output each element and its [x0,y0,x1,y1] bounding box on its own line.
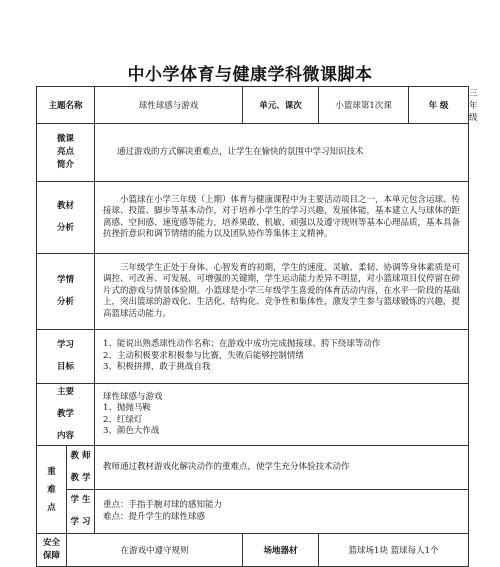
teacher-label: 教 师 教 学 [67,446,95,490]
teacher-row [37,446,469,490]
safety-text: 在游戏中遵守规则 [67,534,243,567]
student-list [95,490,469,534]
goals-list [95,330,469,384]
content-item: 2、红绿灯 [103,414,143,425]
goal-item: 1、能说出熟悉球性动作名称；在游戏中成功完成抛接球、胯下绕球等动作 [103,339,381,350]
student-item: 难点：提升学生的球性球感 [103,511,206,522]
brief-text: 通过游戏的方式解决重难点，让学生在愉快的氛围中学习知识技术 [95,124,469,182]
goals-label: 学习 目标 [37,330,95,384]
students-label: 学情 分析 [37,254,95,330]
unit-value: 小篮球第1次课 [319,87,409,124]
textbook-label: 教材 分析 [37,182,95,254]
student-item: 重点：手指手腕对球的感知能力 [103,500,223,510]
content-label: 主要 教学 内容 [37,384,95,446]
student-row [37,490,469,534]
unit-label: 单元、课次 [243,87,319,124]
content-row [37,384,469,446]
brief-label: 微课 亮点 简介 [37,124,95,182]
content-item: 3、颜色大作战 [103,426,160,436]
goal-item: 3、积极拼搏，敢于挑战自我 [103,362,211,373]
student-label: 学 生 学 习 [67,490,95,534]
safety-label: 安全 保障 [37,534,67,567]
students-text: 三年级学生正处于身体、心智发育的初期，学生的速度、灵敏、柔韧、协调等身体素质是可调控、可改善、可发展、可增强的关键期，学生运动能力差异不明显，对小篮球项目仪停留在碎片式的游戏与情景体验期。小篮球是小学三年级学生喜爱的体育活动内容，在水平一阶段的基础上，突出篮球的游戏化、生活化、结构化、竞争性和集体性，激发学生参与篮球锻炼的兴趣，提高篮球活动能力。 [95,254,469,330]
venue-text: 篮球场1块 篮球每人1个 [319,534,469,567]
brief-row [37,124,469,182]
topic-row: 主题名称 球性球感与游戏 单元、课次 小篮球第1次课 年 级 三年级 [37,87,469,124]
venue-label: 场地器材 [243,534,319,567]
textbook-text: 小篮球在小学三年级（上期）体育与健康课程中为主要活动项目之一，本单元包含运球、传接球、投篮、脚步等基本动作，对于培养小学生的学习兴趣，发展体能，基本建立人与球体的距离感、空间感、速度感等能力，培养果敢、机敏、顽强以及遵守规则等基本心理品质，基本具备抗挫折意识和调节情绪的能力以及团队协作等集体主义精神。 [95,182,469,254]
content-item: 球性球感与游戏 [103,391,163,402]
content-list [95,384,469,446]
goal-item: 2、主动积极要求积极参与比赛，失败后能够控制情绪 [103,350,304,361]
topic-label: 主题名称 [37,87,95,124]
teacher-text: 教师通过教材游戏化解决动作的重难点，使学生充分体验技术动作 [95,446,469,490]
textbook-row [37,182,469,254]
key-points-label: 重 难 点 [37,446,67,534]
script-table [36,86,478,567]
topic-value: 球性球感与游戏 [95,87,243,124]
goals-row [37,330,469,384]
grade-label: 年 级 [409,87,469,124]
safety-row [37,534,469,567]
page-title: 中小学体育与健康学科微课脚本 [127,65,373,85]
content-item: 1、抛抛马鞍 [103,403,151,413]
students-row [37,254,469,330]
